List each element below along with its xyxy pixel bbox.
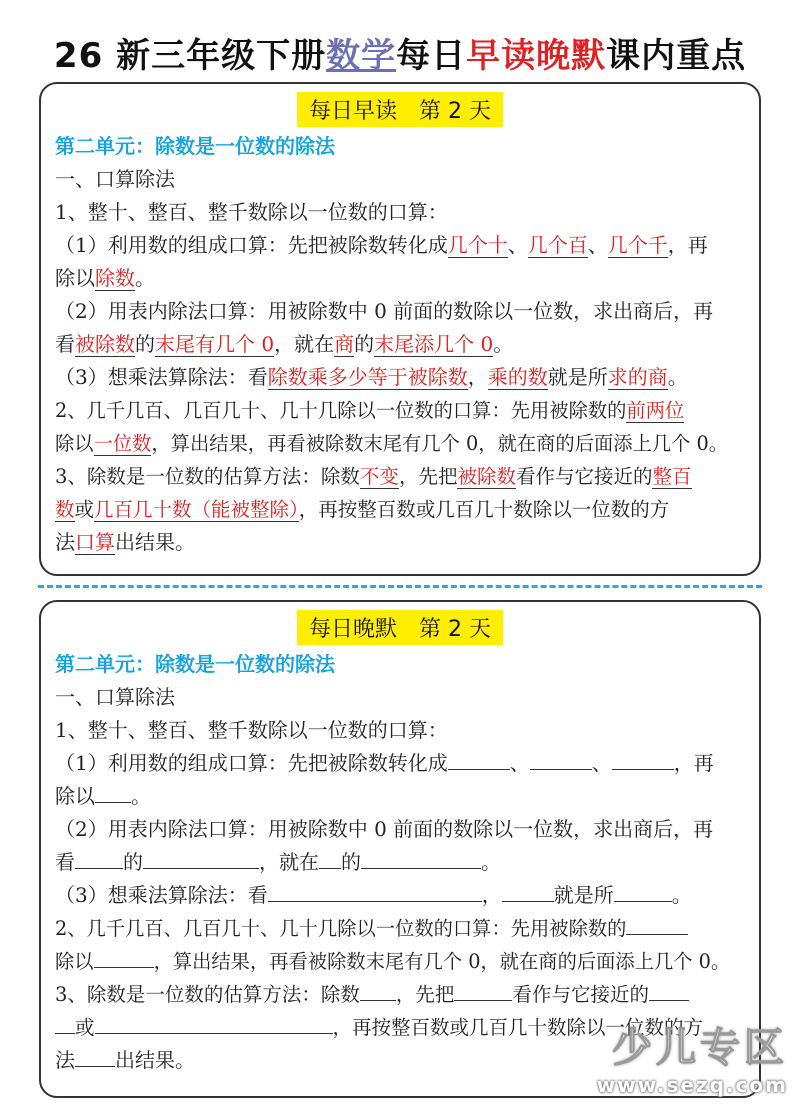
section-heading: 一、口算除法 [55,685,175,709]
page-title [0,28,800,77]
point-line: 看被除数的末尾有几个 0，就在商的末尾添几个 0。 [55,332,514,356]
answer-blank[interactable] [530,747,592,770]
answer: 几个十 [447,233,508,257]
answer: 末尾添几个 0 [374,332,494,356]
watermark [597,1016,788,1097]
point-line: 除以除数。 [55,266,155,290]
point-line: 除以 。 [55,780,749,813]
point-line: 法口算出结果。 [55,530,195,554]
point-line: 看 的 ，就在 的 。 [55,846,749,879]
answer-blank[interactable] [360,978,396,1001]
point-line: 2、几千几百、几百几十、几十几除以一位数的口算：先用被除数的 [55,912,749,945]
answer: 求的商 [607,365,668,389]
section-heading: 一、口算除法 [55,167,175,191]
point-line: （1）利用数的组成口算：先把被除数转化成 、 、 ，再 [55,747,749,780]
title-prefix: 26 新三年级下册 [53,36,327,76]
evening-content [55,648,749,1077]
morning-reading-box [39,82,761,576]
answer: 商 [334,332,355,356]
unit-heading: 第二单元：除数是一位数的除法 [55,652,335,676]
answer: 几百几十数（能被整除） [94,498,299,521]
point-line: （1）利用数的组成口算：先把被除数转化成几个十、几个百、几个千，再 [55,233,708,257]
point-line: 3、除数是一位数的估算方法：除数不变，先把被除数看作与它接近的整百 [55,465,692,488]
answer-blank[interactable] [95,1011,333,1034]
answer: 末尾有几个 0 [155,332,275,356]
point-line: （2）用表内除法口算：用被除数中 0 前面的数除以一位数，求出商后，再 [55,817,714,841]
answer: 几个百 [527,233,588,257]
answer-blank[interactable] [649,978,689,1001]
answer: 乘的数 [487,365,548,389]
title-mid: 每日 [396,36,467,76]
title-highlight: 早读晚默 [466,36,607,76]
answer: 一位数 [93,432,152,455]
point-line: 1、整十、整百、整千数除以一位数的口算： [55,718,448,742]
answer-blank[interactable] [614,879,672,902]
answer: 除数 [95,266,135,290]
answer: 整百 [652,465,692,488]
title-subject: 数学 [326,36,397,76]
point-line: （3）想乘法算除法：看除数乘多少等于被除数，乘的数就是所求的商。 [55,365,688,389]
section-divider [38,585,762,588]
answer: 几个千 [607,233,668,257]
point-line: （3）想乘法算除法：看 ， 就是所 。 [55,879,749,912]
answer: 被除数 [457,465,516,488]
unit-heading: 第二单元：除数是一位数的除法 [55,134,335,158]
answer: 不变 [359,465,399,488]
answer: 口算 [75,530,115,554]
answer-blank[interactable] [361,846,481,869]
answer-blank[interactable] [448,747,510,770]
answer-blank[interactable] [75,846,123,869]
watermark-logo: 少儿专区 [612,1025,788,1071]
point-line: 除以 ，算出结果，再看被除数末尾有几个 0，就在商的后面添上几个 0。 [55,945,749,978]
answer: 除数乘多少等于被除数 [267,365,468,389]
title-suffix: 课内重点 [606,36,747,76]
watermark-url: www.sezq.com [596,1073,788,1097]
answer-blank[interactable] [94,945,154,968]
point-line: 或 ，再按整百数或几百几十数除以一位数的方 [55,1011,749,1044]
point-line: （2）用表内除法口算：用被除数中 0 前面的数除以一位数，求出商后，再 [55,299,714,323]
answer-blank[interactable] [626,912,688,935]
point-line: 除以一位数，算出结果，再看被除数末尾有几个 0，就在商的后面添上几个 0。 [55,432,729,455]
answer-blank[interactable] [502,879,554,902]
answer-blank[interactable] [95,780,131,803]
point-line: 1、整十、整百、整千数除以一位数的口算： [55,200,448,224]
answer: 数 [55,498,75,521]
point-line: 3、除数是一位数的估算方法：除数 ，先把 看作与它接近的 [55,978,749,1011]
answer-blank[interactable] [268,879,482,902]
answer-blank[interactable] [143,846,259,869]
morning-content [55,130,749,559]
answer: 前两位 [626,399,685,422]
point-line: 2、几千几百、几百几十、几十几除以一位数的口算：先用被除数的前两位 [55,399,685,422]
answer-blank[interactable] [612,747,674,770]
answer-blank[interactable] [454,978,512,1001]
evening-label: 每日晚默 第 2 天 [297,610,503,645]
point-line: 数或几百几十数（能被整除），再按整百数或几百几十数除以一位数的方 [55,498,670,521]
point-line: 法 出结果。 [55,1044,749,1077]
answer: 被除数 [75,332,135,356]
answer-blank[interactable] [75,1044,115,1067]
morning-label: 每日早读 第 2 天 [297,92,503,127]
answer-blank[interactable] [55,1011,75,1034]
answer-blank[interactable] [319,846,341,869]
